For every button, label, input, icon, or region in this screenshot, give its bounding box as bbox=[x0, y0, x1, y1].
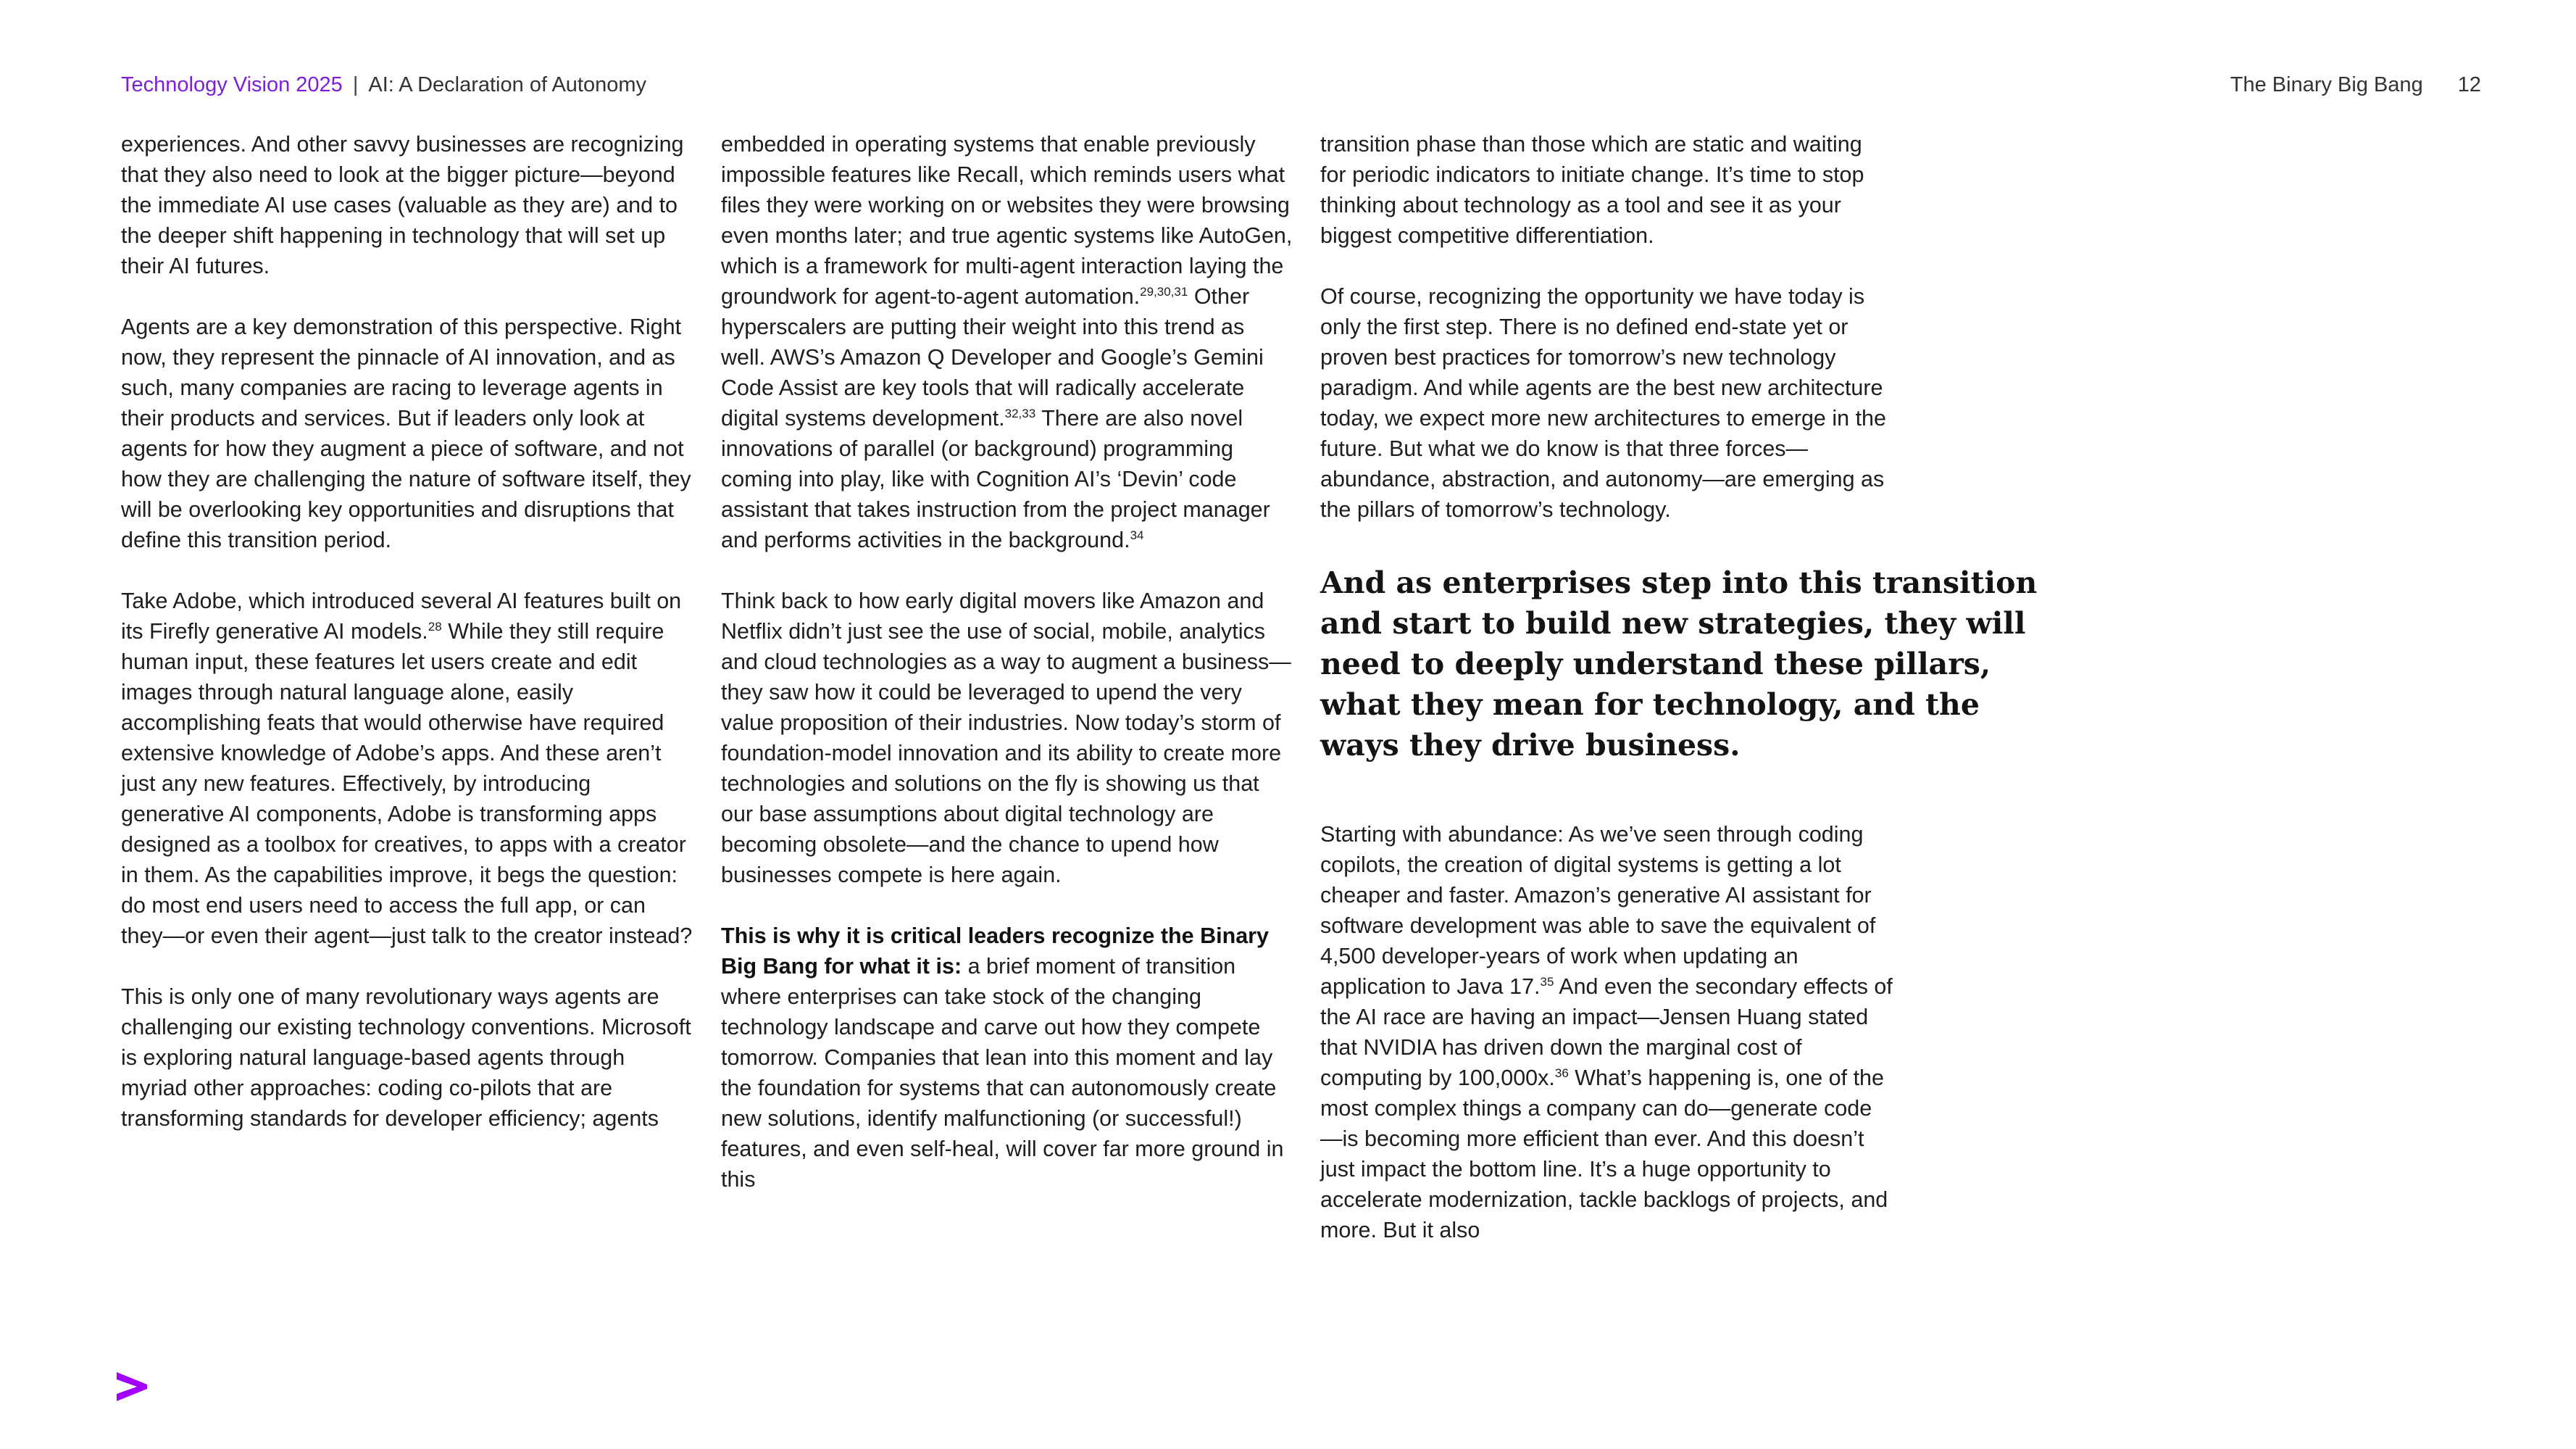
paragraph: Agents are a key demonstration of this perspective. Right now, they represent the pinnacle of AI innovation, and as such, many companies are racing to leverage agents in their products and services. But if leaders only look at agents for how they augment a piece of software, and not how they are challenging the nature of software itself, they will be overlooking key opportunities and disruptions that define this transition period. bbox=[121, 315, 691, 552]
accenture-greater-than-icon bbox=[114, 1369, 149, 1403]
paragraph-text: embedded in operating systems that enable previously impossible features like Recall, which reminds users what files they were working on or websites they were browsing even months later; and true agentic systems like AutoGen, which is a framework for multi-agent interaction laying the groundwork for agent-to-agent automation. bbox=[721, 132, 1293, 309]
paragraph: This is only one of many revolutionary ways agents are challenging our existing technology conventions. Microsoft is exploring natural language-based agents through myriad other approaches: coding co-pilots that are transforming standards for developer efficiency; agents bbox=[121, 984, 691, 1131]
paragraph: experiences. And other savvy businesses are recognizing that they also need to look at the bigger picture—beyond the immediate AI use cases (valuable as they are) and to the deeper shift happening in technology that will set up their AI futures. bbox=[121, 132, 684, 278]
paragraph bbox=[121, 586, 693, 951]
text-column-2 bbox=[721, 129, 1293, 1195]
paragraph-text: Starting with abundance: As we’ve seen through coding copilots, the creation of digital systems is getting a lot cheaper and faster. Amazon’s generative AI assistant for software development was able to save the equivalent of 4,500 developer-years of work when updating an application to Java 17. bbox=[1320, 822, 1876, 999]
section-title: The Binary Big Bang bbox=[2230, 73, 2423, 96]
paragraph-text: Take Adobe, which introduced several AI features built on its Firefly generative AI models. bbox=[121, 589, 682, 644]
paragraph: Think back to how early digital movers like Amazon and Netflix didn’t just see the use of social, mobile, analytics and cloud technologies as a way to augment a business—they saw how it could be leveraged to upend the very value proposition of their industries. Now today’s storm of foundation-model innovation and its ability to create more technologies and solutions on the fly is showing us that our base assumptions about digital technology are becoming obsolete—and the chance to upend how businesses compete is here again. bbox=[721, 589, 1291, 887]
report-title: Technology Vision 2025 bbox=[121, 73, 343, 96]
paragraph-text: While they still require human input, these features let users create and edit images through natural language alone, easily accomplishing feats that would otherwise have required extensive knowledge of Adobe’s apps. And these aren’t just any new features. Effectively, by introducing generative AI components, Adobe is transforming apps designed as a toolbox for creatives, to apps with a creator in them. As the capabilities improve, it begs the question: do most end users need to access the full app, or can they—or even their agent—just talk to the creator instead? bbox=[121, 619, 693, 948]
paragraph bbox=[721, 921, 1293, 1195]
footnote-ref-34: 34 bbox=[1130, 528, 1144, 542]
paragraph bbox=[1320, 819, 1893, 1245]
pull-quote: And as enterprises step into this transition and start to build new strategies, they will need to deeply understand these pillars, what they mean for technology, and the ways they drive business. bbox=[1320, 565, 2038, 763]
footnote-ref-36: 36 bbox=[1554, 1066, 1569, 1080]
page-number: 12 bbox=[2457, 73, 2481, 96]
footnote-ref-28: 28 bbox=[428, 619, 442, 634]
report-subtitle: AI: A Declaration of Autonomy bbox=[368, 73, 647, 96]
footnote-ref-35: 35 bbox=[1540, 974, 1554, 989]
paragraph-text: And even the secondary effects of the AI race are having an impact—Jensen Huang stated that NVIDIA has driven down the marginal cost of computing by 100,000x. bbox=[1320, 974, 1893, 1090]
footnote-ref-32-33: 32,33 bbox=[1004, 406, 1036, 420]
section-heading bbox=[2230, 70, 2481, 99]
text-column-1 bbox=[121, 129, 693, 1134]
paragraph-text: What’s happening is, one of the most complex things a company can do—generate code—is becoming more efficient than ever. And this doesn’t just impact the bottom line. It’s a huge opportunity to accelerate modernization, tackle backlogs of projects, and more. But it also bbox=[1320, 1066, 1888, 1242]
header-separator: | bbox=[352, 73, 359, 96]
paragraph: transition phase than those which are static and waiting for periodic indicators to initiate change. It’s time to stop thinking about technology as a tool and see it as your biggest competitive differentiation. bbox=[1320, 132, 1864, 248]
paragraph-text: a brief moment of transition where enterprises can take stock of the changing technology landscape and carve out how they compete tomorrow. Companies that lean into this moment and lay the foundation for systems that can autonomously create new solutions, identify malfunctioning (or successful!) features, and even self-heal, will cover far more ground in this bbox=[721, 954, 1284, 1192]
report-heading bbox=[121, 70, 646, 99]
paragraph: Of course, recognizing the opportunity we have today is only the first step. There is no defined end-state yet or proven best practices for tomorrow’s new technology paradigm. And while agents are the best new architecture today, we expect more new architectures to emerge in the future. But what we do know is that three forces—abundance, abstraction, and autonomy—are emerging as the pillars of tomorrow’s technology. bbox=[1320, 284, 1886, 522]
paragraph-text: Other hyperscalers are putting their weight into this trend as well. AWS’s Amazon Q Developer and Google’s Gemini Code Assist are key tools that will radically accelerate digital systems development. bbox=[721, 284, 1264, 431]
footnote-ref-29-31: 29,30,31 bbox=[1140, 284, 1188, 299]
emphasis-text: This is why it is critical leaders recognize the Binary Big Bang for what it is: bbox=[721, 923, 1269, 979]
paragraph-text: There are also novel innovations of parallel (or background) programming coming into play, like with Cognition AI’s ‘Devin’ code assistant that takes instruction from the project manager and performs activities in the background. bbox=[721, 406, 1270, 552]
paragraph bbox=[721, 129, 1293, 555]
text-column-3 bbox=[1320, 129, 2038, 1245]
